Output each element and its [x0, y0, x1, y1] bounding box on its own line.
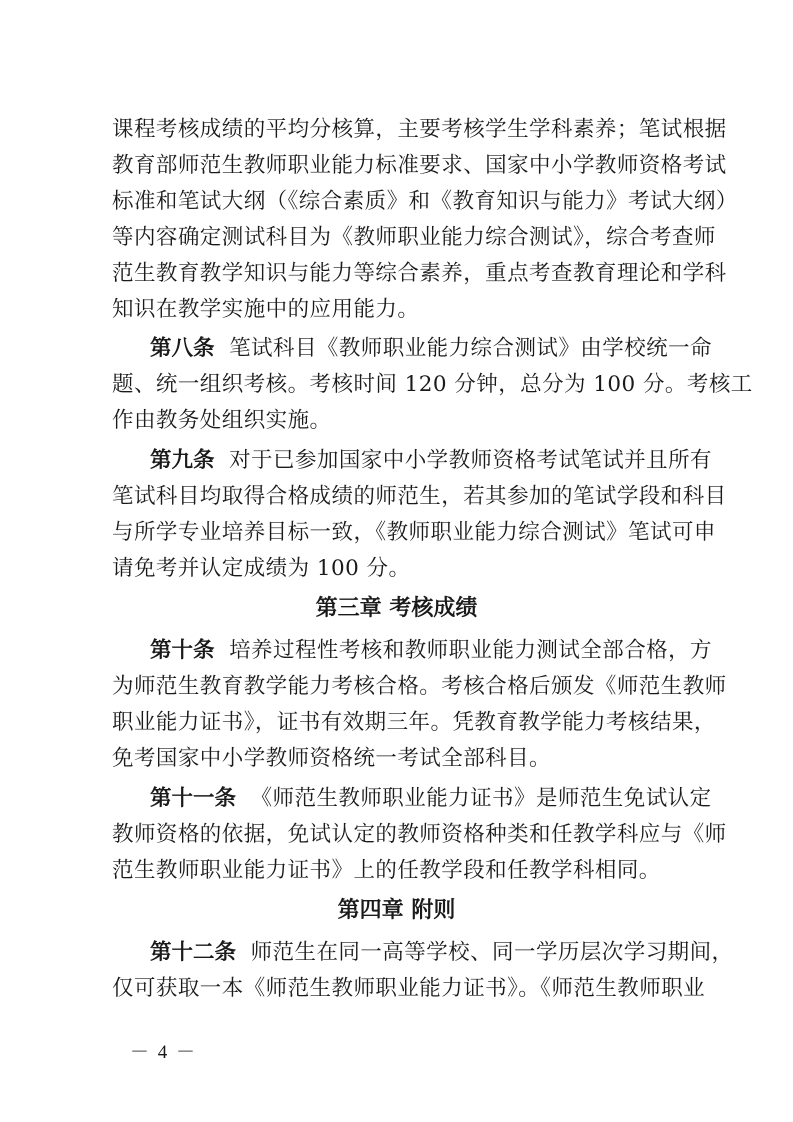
body-line: 请免考并认定成绩为 100 分。 [112, 556, 411, 581]
body-line: 范生教师职业能力证书》上的任教学段和任教学科相同。 [112, 858, 661, 883]
page-number: － 4 － [130, 1042, 198, 1063]
body-line: 题、统一组织考核。考核时间 120 分钟，总分为 100 分。考核工 [112, 372, 753, 397]
body-line: 职业能力证书》，证书有效期三年。凭教育教学能力考核结果， [112, 710, 716, 735]
article-11-label: 第十一条 [150, 786, 237, 811]
body-line: 作由教务处组织实施。 [112, 408, 332, 433]
article-9-first-line [150, 446, 712, 476]
article-8-label: 第八条 [150, 336, 215, 361]
body-line: 免考国家中小学教师资格统一考试全部科目。 [112, 746, 552, 771]
body-line: 为师范生教育教学能力考核合格。考核合格后颁发《师范生教师 [112, 674, 727, 699]
article-11-first-line [150, 784, 712, 814]
chapter-4-heading: 第四章 附则 [337, 898, 456, 923]
body-line: 范生教育教学知识与能力等综合素养，重点考查教育理论和学科 [112, 261, 727, 286]
article-10-label: 第十条 [150, 638, 215, 663]
body-line: 知识在教学实施中的应用能力。 [112, 297, 420, 322]
article-8-first-line [150, 334, 712, 364]
article-8-text: 笔试科目《教师职业能力综合测试》由学校统一命 [229, 336, 712, 361]
body-line: 教师资格的依据，免试认定的教师资格种类和任教学科应与《师 [112, 822, 727, 847]
article-12-text: 师范生在同一高等学校、同一学历层次学习期间， [250, 940, 734, 965]
body-line: 课程考核成绩的平均分核算，主要考核学生学科素养；笔试根据 [112, 117, 727, 142]
body-line: 笔试科目均取得合格成绩的师范生，若其参加的笔试学段和科目 [112, 484, 727, 509]
body-line: 标准和笔试大纲（《综合素质》和《教育知识与能力》考试大纲） [112, 189, 738, 214]
article-12-first-line [150, 938, 734, 968]
body-line: 等内容确定测试科目为《教师职业能力综合测试》，综合考查师 [112, 225, 716, 250]
body-line: 仅可获取一本《师范生教师职业能力证书》。《师范生教师职业 [112, 976, 706, 1001]
article-11-text: 《师范生教师职业能力证书》是师范生免试认定 [250, 786, 712, 811]
article-10-text: 培养过程性考核和教师职业能力测试全部合格，方 [229, 638, 712, 663]
body-line: 与所学专业培养目标一致，《教师职业能力综合测试》笔试可申 [112, 520, 716, 545]
article-12-label: 第十二条 [150, 940, 237, 965]
article-10-first-line [150, 636, 712, 666]
chapter-3-heading: 第三章 考核成绩 [315, 596, 478, 621]
article-9-text: 对于已参加国家中小学教师资格考试笔试并且所有 [229, 448, 712, 473]
article-9-label: 第九条 [150, 448, 215, 473]
body-line: 教育部师范生教师职业能力标准要求、国家中小学教师资格考试 [112, 153, 727, 178]
